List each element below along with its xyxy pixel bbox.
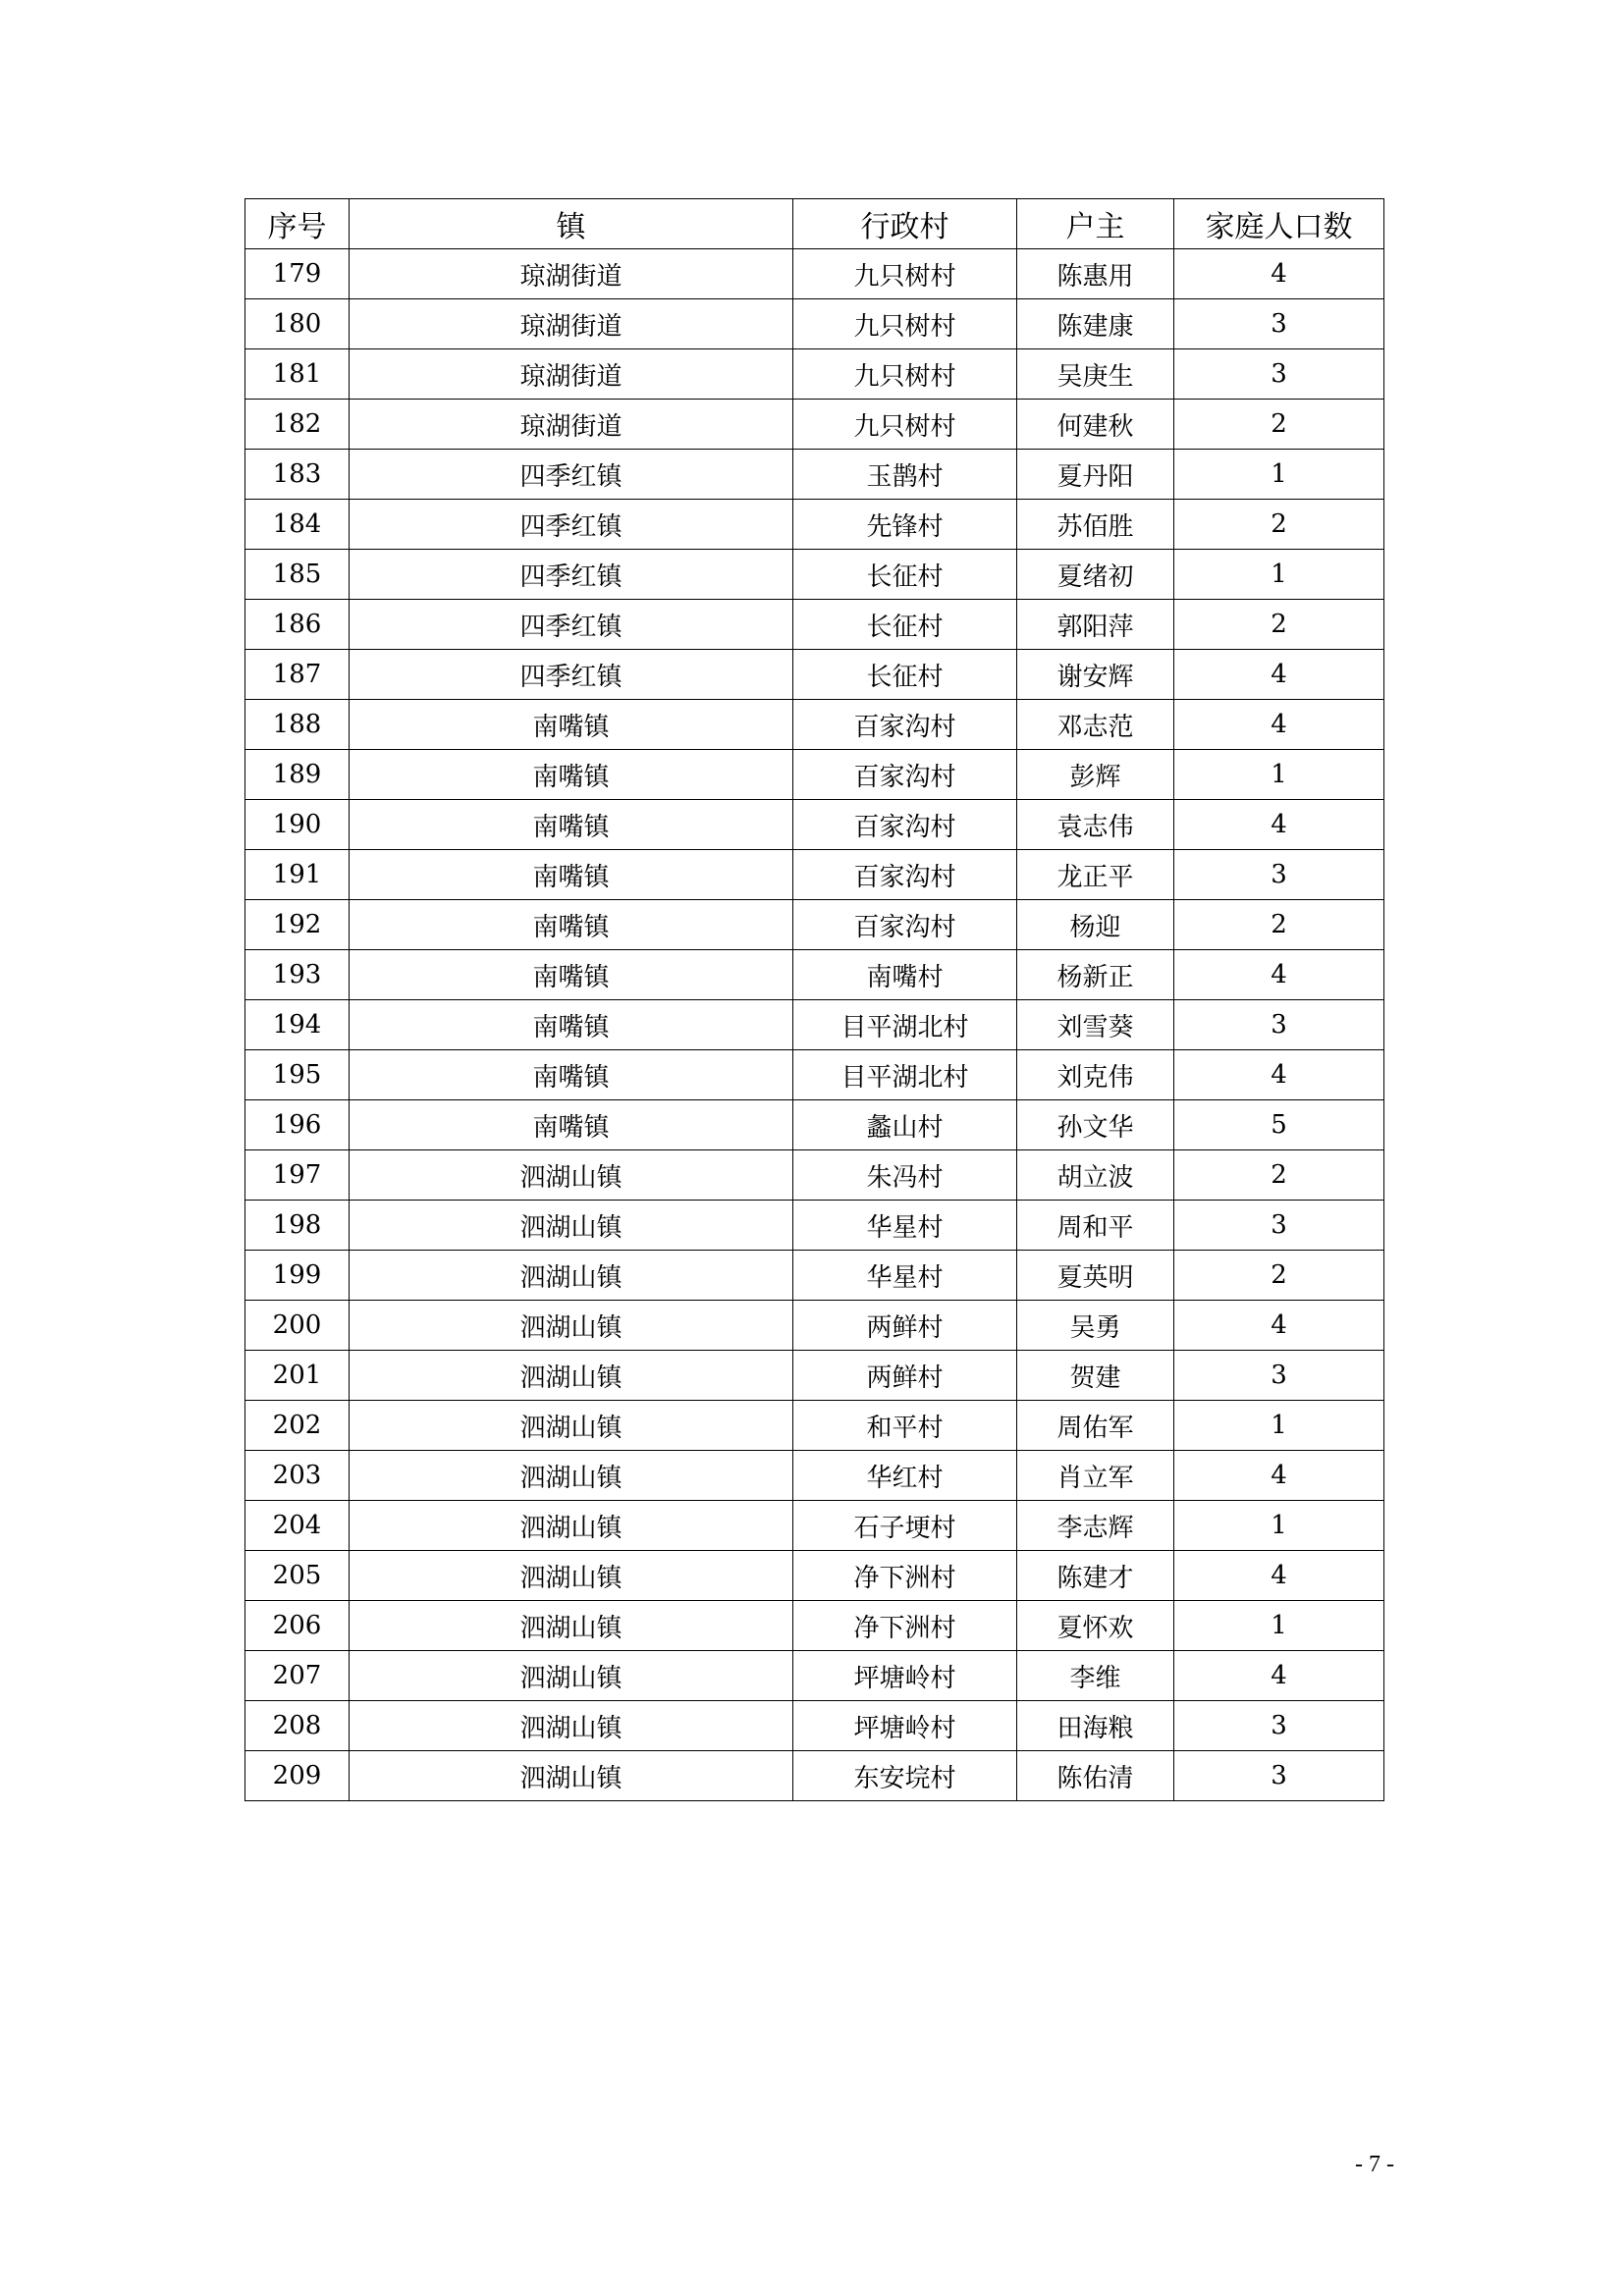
cell-householder: 贺建: [1017, 1351, 1174, 1401]
page-number: - 7 -: [1355, 2152, 1394, 2177]
cell-householder: 苏佰胜: [1017, 500, 1174, 550]
cell-family-size: 2: [1174, 600, 1384, 650]
cell-householder: 谢安辉: [1017, 650, 1174, 700]
cell-family-size: 2: [1174, 900, 1384, 950]
cell-family-size: 2: [1174, 1150, 1384, 1201]
table-row: [245, 950, 1384, 1000]
cell-village: 长征村: [793, 600, 1017, 650]
cell-family-size: 5: [1174, 1100, 1384, 1150]
cell-town: 泗湖山镇: [350, 1601, 793, 1651]
table-row: [245, 1401, 1384, 1451]
cell-town: 四季红镇: [350, 650, 793, 700]
cell-town: 琼湖街道: [350, 299, 793, 349]
table-row: [245, 1201, 1384, 1251]
table-row: [245, 550, 1384, 600]
table-row: [245, 850, 1384, 900]
cell-serial-number: 204: [245, 1501, 350, 1551]
cell-householder: 陈建才: [1017, 1551, 1174, 1601]
cell-householder: 杨迎: [1017, 900, 1174, 950]
cell-serial-number: 187: [245, 650, 350, 700]
table-row: [245, 1701, 1384, 1751]
cell-family-size: 3: [1174, 349, 1384, 400]
table-row: [245, 1100, 1384, 1150]
cell-village: 华星村: [793, 1201, 1017, 1251]
cell-village: 朱冯村: [793, 1150, 1017, 1201]
cell-town: 四季红镇: [350, 450, 793, 500]
cell-village: 蠡山村: [793, 1100, 1017, 1150]
cell-town: 琼湖街道: [350, 400, 793, 450]
cell-village: 玉鹊村: [793, 450, 1017, 500]
cell-householder: 周和平: [1017, 1201, 1174, 1251]
cell-town: 南嘴镇: [350, 800, 793, 850]
table-row: [245, 299, 1384, 349]
cell-town: 南嘴镇: [350, 1000, 793, 1050]
table-row: [245, 650, 1384, 700]
cell-householder: 袁志伟: [1017, 800, 1174, 850]
cell-village: 先锋村: [793, 500, 1017, 550]
cell-family-size: 3: [1174, 1000, 1384, 1050]
header-village: 行政村: [793, 199, 1017, 249]
header-householder: 户主: [1017, 199, 1174, 249]
cell-family-size: 1: [1174, 1601, 1384, 1651]
cell-village: 百家沟村: [793, 750, 1017, 800]
cell-village: 百家沟村: [793, 700, 1017, 750]
cell-serial-number: 193: [245, 950, 350, 1000]
cell-serial-number: 209: [245, 1751, 350, 1801]
table-row: [245, 1050, 1384, 1100]
cell-serial-number: 184: [245, 500, 350, 550]
cell-serial-number: 186: [245, 600, 350, 650]
cell-householder: 龙正平: [1017, 850, 1174, 900]
cell-town: 南嘴镇: [350, 850, 793, 900]
cell-serial-number: 208: [245, 1701, 350, 1751]
header-town: 镇: [350, 199, 793, 249]
cell-householder: 夏绪初: [1017, 550, 1174, 600]
cell-family-size: 3: [1174, 1201, 1384, 1251]
cell-family-size: 4: [1174, 650, 1384, 700]
cell-serial-number: 180: [245, 299, 350, 349]
cell-serial-number: 203: [245, 1451, 350, 1501]
cell-serial-number: 185: [245, 550, 350, 600]
table-row: [245, 700, 1384, 750]
table-row: [245, 600, 1384, 650]
cell-family-size: 4: [1174, 1050, 1384, 1100]
cell-village: 百家沟村: [793, 850, 1017, 900]
cell-householder: 陈惠用: [1017, 249, 1174, 299]
cell-town: 泗湖山镇: [350, 1501, 793, 1551]
cell-village: 长征村: [793, 550, 1017, 600]
cell-householder: 杨新正: [1017, 950, 1174, 1000]
cell-serial-number: 189: [245, 750, 350, 800]
cell-family-size: 3: [1174, 1751, 1384, 1801]
cell-village: 目平湖北村: [793, 1050, 1017, 1100]
cell-householder: 何建秋: [1017, 400, 1174, 450]
cell-householder: 郭阳萍: [1017, 600, 1174, 650]
cell-serial-number: 205: [245, 1551, 350, 1601]
cell-town: 南嘴镇: [350, 700, 793, 750]
table-row: [245, 450, 1384, 500]
cell-village: 净下洲村: [793, 1601, 1017, 1651]
cell-family-size: 4: [1174, 1301, 1384, 1351]
cell-family-size: 4: [1174, 249, 1384, 299]
cell-town: 琼湖街道: [350, 349, 793, 400]
cell-village: 九只树村: [793, 349, 1017, 400]
cell-town: 泗湖山镇: [350, 1351, 793, 1401]
cell-householder: 邓志范: [1017, 700, 1174, 750]
table-row: [245, 249, 1384, 299]
cell-village: 坪塘岭村: [793, 1651, 1017, 1701]
cell-village: 百家沟村: [793, 800, 1017, 850]
cell-village: 九只树村: [793, 299, 1017, 349]
cell-family-size: 2: [1174, 400, 1384, 450]
cell-village: 华星村: [793, 1251, 1017, 1301]
cell-family-size: 2: [1174, 1251, 1384, 1301]
cell-serial-number: 188: [245, 700, 350, 750]
cell-town: 泗湖山镇: [350, 1451, 793, 1501]
cell-town: 泗湖山镇: [350, 1201, 793, 1251]
header-family-size: 家庭人口数: [1174, 199, 1384, 249]
cell-serial-number: 200: [245, 1301, 350, 1351]
cell-village: 九只树村: [793, 249, 1017, 299]
table-row: [245, 900, 1384, 950]
cell-serial-number: 195: [245, 1050, 350, 1100]
cell-village: 石子埂村: [793, 1501, 1017, 1551]
cell-serial-number: 196: [245, 1100, 350, 1150]
cell-village: 九只树村: [793, 400, 1017, 450]
table-row: [245, 1751, 1384, 1801]
cell-serial-number: 192: [245, 900, 350, 950]
cell-householder: 肖立军: [1017, 1451, 1174, 1501]
cell-householder: 孙文华: [1017, 1100, 1174, 1150]
cell-serial-number: 197: [245, 1150, 350, 1201]
cell-householder: 李维: [1017, 1651, 1174, 1701]
cell-family-size: 4: [1174, 950, 1384, 1000]
cell-village: 华红村: [793, 1451, 1017, 1501]
cell-serial-number: 179: [245, 249, 350, 299]
cell-family-size: 1: [1174, 1501, 1384, 1551]
cell-householder: 吴庚生: [1017, 349, 1174, 400]
cell-town: 四季红镇: [350, 500, 793, 550]
cell-householder: 李志辉: [1017, 1501, 1174, 1551]
cell-serial-number: 199: [245, 1251, 350, 1301]
cell-family-size: 4: [1174, 800, 1384, 850]
cell-village: 两鲜村: [793, 1301, 1017, 1351]
cell-town: 南嘴镇: [350, 750, 793, 800]
cell-family-size: 3: [1174, 299, 1384, 349]
table-row: [245, 1301, 1384, 1351]
cell-town: 南嘴镇: [350, 1100, 793, 1150]
cell-town: 泗湖山镇: [350, 1751, 793, 1801]
cell-serial-number: 201: [245, 1351, 350, 1401]
cell-family-size: 1: [1174, 750, 1384, 800]
household-table: [244, 198, 1384, 1801]
table-row: [245, 1451, 1384, 1501]
cell-town: 四季红镇: [350, 600, 793, 650]
cell-family-size: 1: [1174, 450, 1384, 500]
table-row: [245, 400, 1384, 450]
table-row: [245, 800, 1384, 850]
cell-householder: 刘雪葵: [1017, 1000, 1174, 1050]
table-row: [245, 500, 1384, 550]
cell-town: 泗湖山镇: [350, 1251, 793, 1301]
cell-serial-number: 191: [245, 850, 350, 900]
cell-family-size: 3: [1174, 1701, 1384, 1751]
cell-householder: 夏丹阳: [1017, 450, 1174, 500]
table-row: [245, 750, 1384, 800]
cell-village: 坪塘岭村: [793, 1701, 1017, 1751]
cell-village: 长征村: [793, 650, 1017, 700]
table-row: [245, 1150, 1384, 1201]
table-row: [245, 1551, 1384, 1601]
cell-family-size: 3: [1174, 1351, 1384, 1401]
table-row: [245, 1601, 1384, 1651]
cell-family-size: 1: [1174, 550, 1384, 600]
cell-serial-number: 190: [245, 800, 350, 850]
table-header-row: [245, 199, 1384, 249]
cell-householder: 陈建康: [1017, 299, 1174, 349]
table-row: [245, 1000, 1384, 1050]
cell-householder: 陈佑清: [1017, 1751, 1174, 1801]
table-row: [245, 1501, 1384, 1551]
cell-town: 泗湖山镇: [350, 1651, 793, 1701]
cell-village: 东安垸村: [793, 1751, 1017, 1801]
table-row: [245, 349, 1384, 400]
cell-town: 泗湖山镇: [350, 1150, 793, 1201]
table-row: [245, 1351, 1384, 1401]
cell-householder: 吴勇: [1017, 1301, 1174, 1351]
cell-family-size: 2: [1174, 500, 1384, 550]
cell-householder: 夏英明: [1017, 1251, 1174, 1301]
table-row: [245, 1251, 1384, 1301]
cell-householder: 刘克伟: [1017, 1050, 1174, 1100]
cell-serial-number: 181: [245, 349, 350, 400]
cell-town: 泗湖山镇: [350, 1401, 793, 1451]
cell-village: 目平湖北村: [793, 1000, 1017, 1050]
cell-village: 百家沟村: [793, 900, 1017, 950]
table-body: [245, 249, 1384, 1801]
table-row: [245, 1651, 1384, 1701]
cell-serial-number: 183: [245, 450, 350, 500]
cell-serial-number: 182: [245, 400, 350, 450]
cell-village: 两鲜村: [793, 1351, 1017, 1401]
cell-householder: 夏怀欢: [1017, 1601, 1174, 1651]
cell-town: 琼湖街道: [350, 249, 793, 299]
cell-town: 四季红镇: [350, 550, 793, 600]
cell-householder: 田海粮: [1017, 1701, 1174, 1751]
cell-serial-number: 206: [245, 1601, 350, 1651]
header-serial-number: 序号: [245, 199, 350, 249]
cell-serial-number: 207: [245, 1651, 350, 1701]
cell-family-size: 4: [1174, 1551, 1384, 1601]
cell-village: 南嘴村: [793, 950, 1017, 1000]
cell-town: 南嘴镇: [350, 900, 793, 950]
cell-town: 南嘴镇: [350, 1050, 793, 1100]
cell-householder: 胡立波: [1017, 1150, 1174, 1201]
cell-family-size: 4: [1174, 1451, 1384, 1501]
cell-serial-number: 198: [245, 1201, 350, 1251]
cell-village: 净下洲村: [793, 1551, 1017, 1601]
cell-family-size: 4: [1174, 700, 1384, 750]
cell-village: 和平村: [793, 1401, 1017, 1451]
cell-town: 南嘴镇: [350, 950, 793, 1000]
cell-town: 泗湖山镇: [350, 1551, 793, 1601]
cell-family-size: 1: [1174, 1401, 1384, 1451]
cell-serial-number: 202: [245, 1401, 350, 1451]
cell-householder: 周佑军: [1017, 1401, 1174, 1451]
cell-householder: 彭辉: [1017, 750, 1174, 800]
cell-family-size: 4: [1174, 1651, 1384, 1701]
cell-town: 泗湖山镇: [350, 1301, 793, 1351]
cell-serial-number: 194: [245, 1000, 350, 1050]
cell-town: 泗湖山镇: [350, 1701, 793, 1751]
cell-family-size: 3: [1174, 850, 1384, 900]
